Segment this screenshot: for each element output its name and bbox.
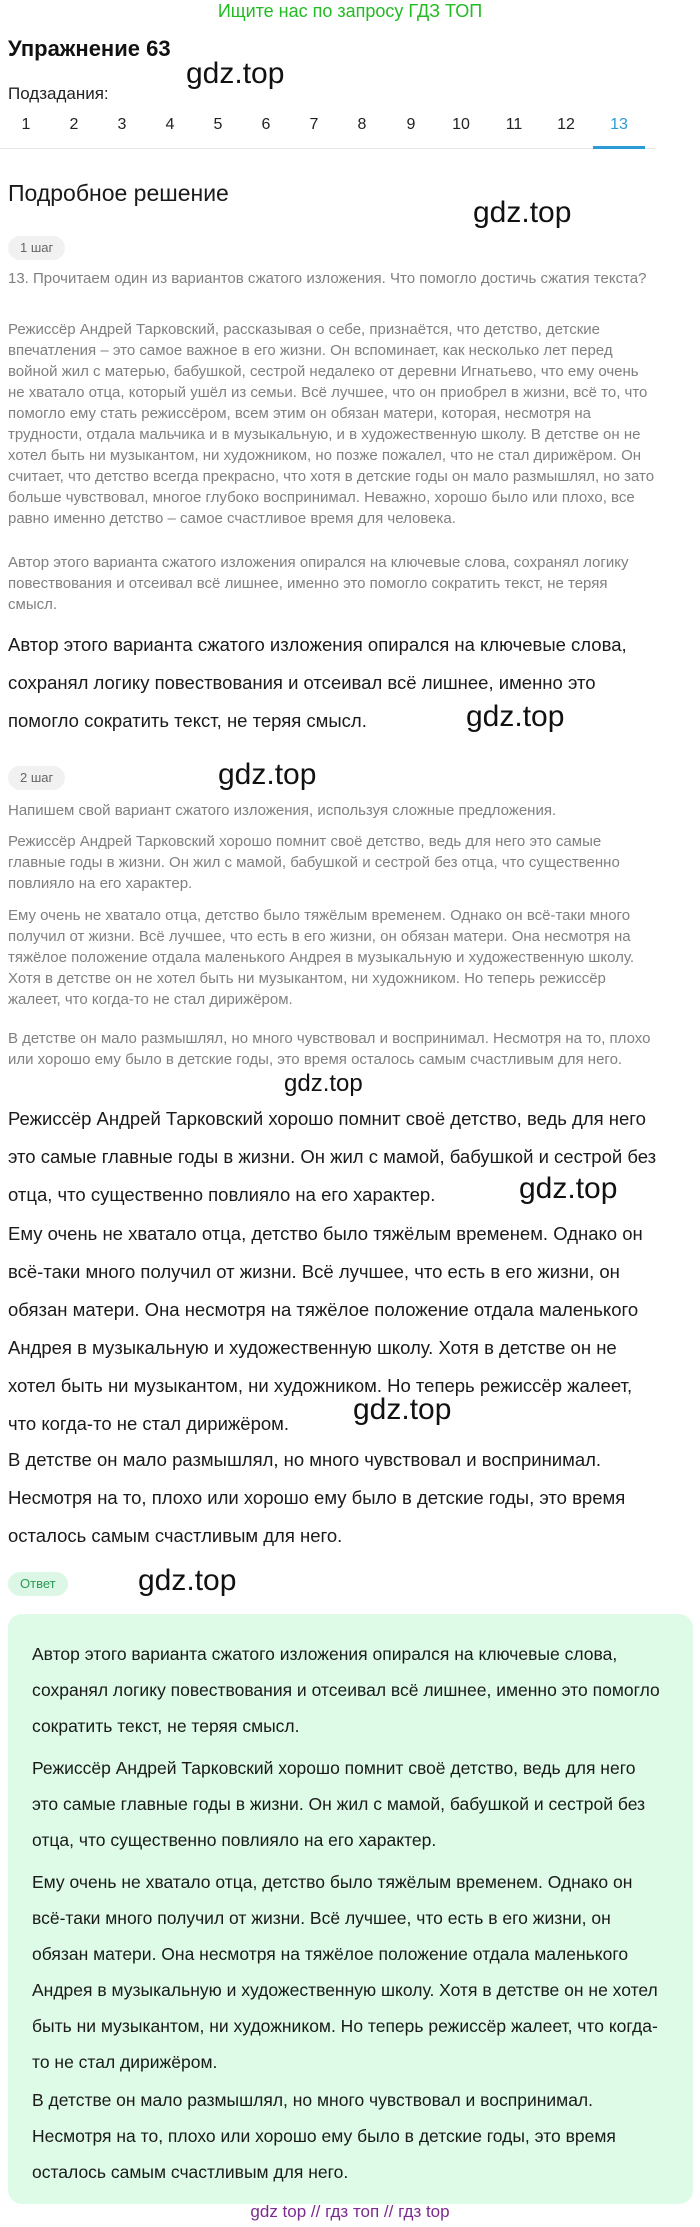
watermark: gdz.top: [466, 700, 565, 733]
answer-p1: Автор этого варианта сжатого изложения опирался на ключевые слова, сохранял логику повествования и отсеивал всё лишнее, именно это помогло сократить текст, не теряя смысл.: [32, 1644, 660, 1736]
watermark: gdz.top: [138, 1564, 237, 1597]
answer-p2: Режиссёр Андрей Тарковский хорошо помнит своё детство, ведь для него это самые главные годы в жизни. Он жил с мамой, бабушкой и сестрой без отца, что существенно повлияло на его характер.: [32, 1758, 646, 1850]
watermark: gdz.top: [353, 1393, 452, 1426]
subtask-tab-7[interactable]: 7: [309, 116, 319, 133]
answer-badge: Ответ: [8, 1572, 68, 1596]
subtask-tab-11[interactable]: 11: [505, 116, 523, 133]
subtask-tab-3[interactable]: 3: [117, 116, 127, 133]
subtask-tab-4[interactable]: 4: [165, 116, 175, 133]
subtask-tab-8[interactable]: 8: [357, 116, 367, 133]
step-2-badge: 2 шаг: [8, 766, 65, 790]
subtask-tab-13[interactable]: 13: [610, 116, 628, 133]
page-title: Упражнение 63: [8, 36, 171, 61]
answer-p3: Ему очень не хватало отца, детство было тяжёлым временем. Однако он всё-таки много получил от жизни. Всё лучшее, что есть в его жизни, он обязан матери. Она несмотря на тяжёлое положение отдала маленького Андрея в музыкальную и художественную школу. Хотя в детстве он не хотел быть ни музыкантом, ни художником. Но теперь режиссёр жалеет, что когда-то не стал дирижёром.: [32, 1872, 658, 2072]
search-banner: Ищите нас по запросу ГДЗ ТОП: [217, 1, 483, 21]
subtask-tab-6[interactable]: 6: [261, 116, 271, 133]
watermark: gdz.top: [186, 57, 285, 90]
step-2-p3: В детстве он мало размышлял, но много чувствовал и воспринимал. Несмотря на то, плохо или хорошо ему было в детские годы, это время осталось самым счастливым для него.: [8, 1449, 626, 1546]
section-heading: Подробное решение: [8, 180, 229, 206]
step-1-grey-conclusion: Автор этого варианта сжатого изложения опирался на ключевые слова, сохранял логику повествования и отсеивал всё лишнее, именно это помогло сократить текст, не теряя смысл.: [8, 554, 629, 613]
watermark: gdz.top: [519, 1172, 618, 1205]
step-1-badge: 1 шаг: [8, 236, 65, 260]
watermark: gdz.top: [473, 196, 572, 229]
subtask-tab-10[interactable]: 10: [452, 116, 470, 133]
step-2-p2: Ему очень не хватало отца, детство было тяжёлым временем. Однако он всё-таки много получил от жизни. Всё лучшее, что есть в его жизни, он обязан матери. Она несмотря на тяжёлое положение отдала маленького Андрея в музыкальную и художественную школу. Хотя в детстве он не хотел быть ни музыкантом, ни художником. Но теперь режиссёр жалеет, что когда-то не стал дирижёром.: [8, 1223, 643, 1434]
step-2-grey-p3: В детстве он мало размышлял, но много чувствовал и воспринимал. Несмотря на то, плохо или хорошо ему было в детские годы, это время осталось самым счастливым для него.: [8, 1030, 651, 1068]
answer-box: [8, 1614, 693, 2204]
step-1-conclusion: Автор этого варианта сжатого изложения опирался на ключевые слова, сохранял логику повествования и отсеивал всё лишнее, именно это помогло сократить текст, не теряя смысл.: [8, 634, 627, 731]
footer-links[interactable]: gdz top // гдз топ // гдз top: [250, 2202, 450, 2221]
subtask-tab-5[interactable]: 5: [213, 116, 223, 133]
subtasks-nav: [0, 110, 655, 149]
subtask-tab-12[interactable]: 12: [557, 116, 575, 133]
subtask-tab-2[interactable]: 2: [69, 116, 79, 133]
step-2-p1: Режиссёр Андрей Тарковский хорошо помнит своё детство, ведь для него это самые главные годы в жизни. Он жил с мамой, бабушкой и сестрой без отца, что существенно повлияло на его характер.: [8, 1108, 657, 1205]
watermark: gdz.top: [284, 1070, 363, 1097]
step-2-intro: Напишем свой вариант сжатого изложения, используя сложные предложения.: [8, 802, 557, 819]
step-2-grey-p2: Ему очень не хватало отца, детство было тяжёлым временем. Однако он всё-таки много получил от жизни. Всё лучшее, что есть в его жизни, он обязан матери. Она несмотря на тяжёлое положение отдала маленького Андрея в музыкальную и художественную школу. Хотя в детстве он не хотел быть ни музыкантом, ни художником. Но теперь режиссёр жалеет, что когда-то не стал дирижёром.: [8, 907, 635, 1008]
subtask-tab-9[interactable]: 9: [406, 116, 416, 133]
step-1-question: 13. Прочитаем один из вариантов сжатого изложения. Что помогло достичь сжатия текста?: [8, 270, 647, 287]
watermark: gdz.top: [218, 758, 317, 791]
answer-p4: В детстве он мало размышлял, но много чувствовал и воспринимал. Несмотря на то, плохо или хорошо ему было в детские годы, это время осталось самым счастливым для него.: [32, 2090, 616, 2182]
subtask-tab-1[interactable]: 1: [21, 116, 31, 133]
subtasks-label: Подзадания:: [8, 84, 109, 103]
step-1-sample-text: Режиссёр Андрей Тарковский, рассказывая о себе, признаётся, что детство, детские впечатления – это самое важное в его жизни. Он вспоминает, как несколько лет перед войной жил с матерью, бабушкой, сестрой недалеко от деревни Игнатьево, что ему очень не хватало отца, который ушёл из семьи. Всё лучшее, что он приобрел в жизни, всё то, что помогло ему стать режиссёром, всем этим он обязан матери, которая, несмотря на трудности, отдала мальчика и в музыкальную, и в художественную школу. В детстве он не хотел быть ни музыкантом, ни художником, но позже пожалел, что не стал дирижёром. Он считает, что детство всегда прекрасно, что хотя в детские годы он мало размышлял, но зато больше чувствовал, многое глубоко воспринимал. Неважно, хорошо было или плохо, все равно именно детство – самое счастливое время для человека.: [8, 321, 655, 527]
active-tab-underline: [593, 146, 645, 149]
step-2-grey-p1: Режиссёр Андрей Тарковский хорошо помнит своё детство, ведь для него это самые главные годы в жизни. Он жил с мамой, бабушкой и сестрой без отца, что существенно повлияло на его характер.: [8, 833, 620, 892]
